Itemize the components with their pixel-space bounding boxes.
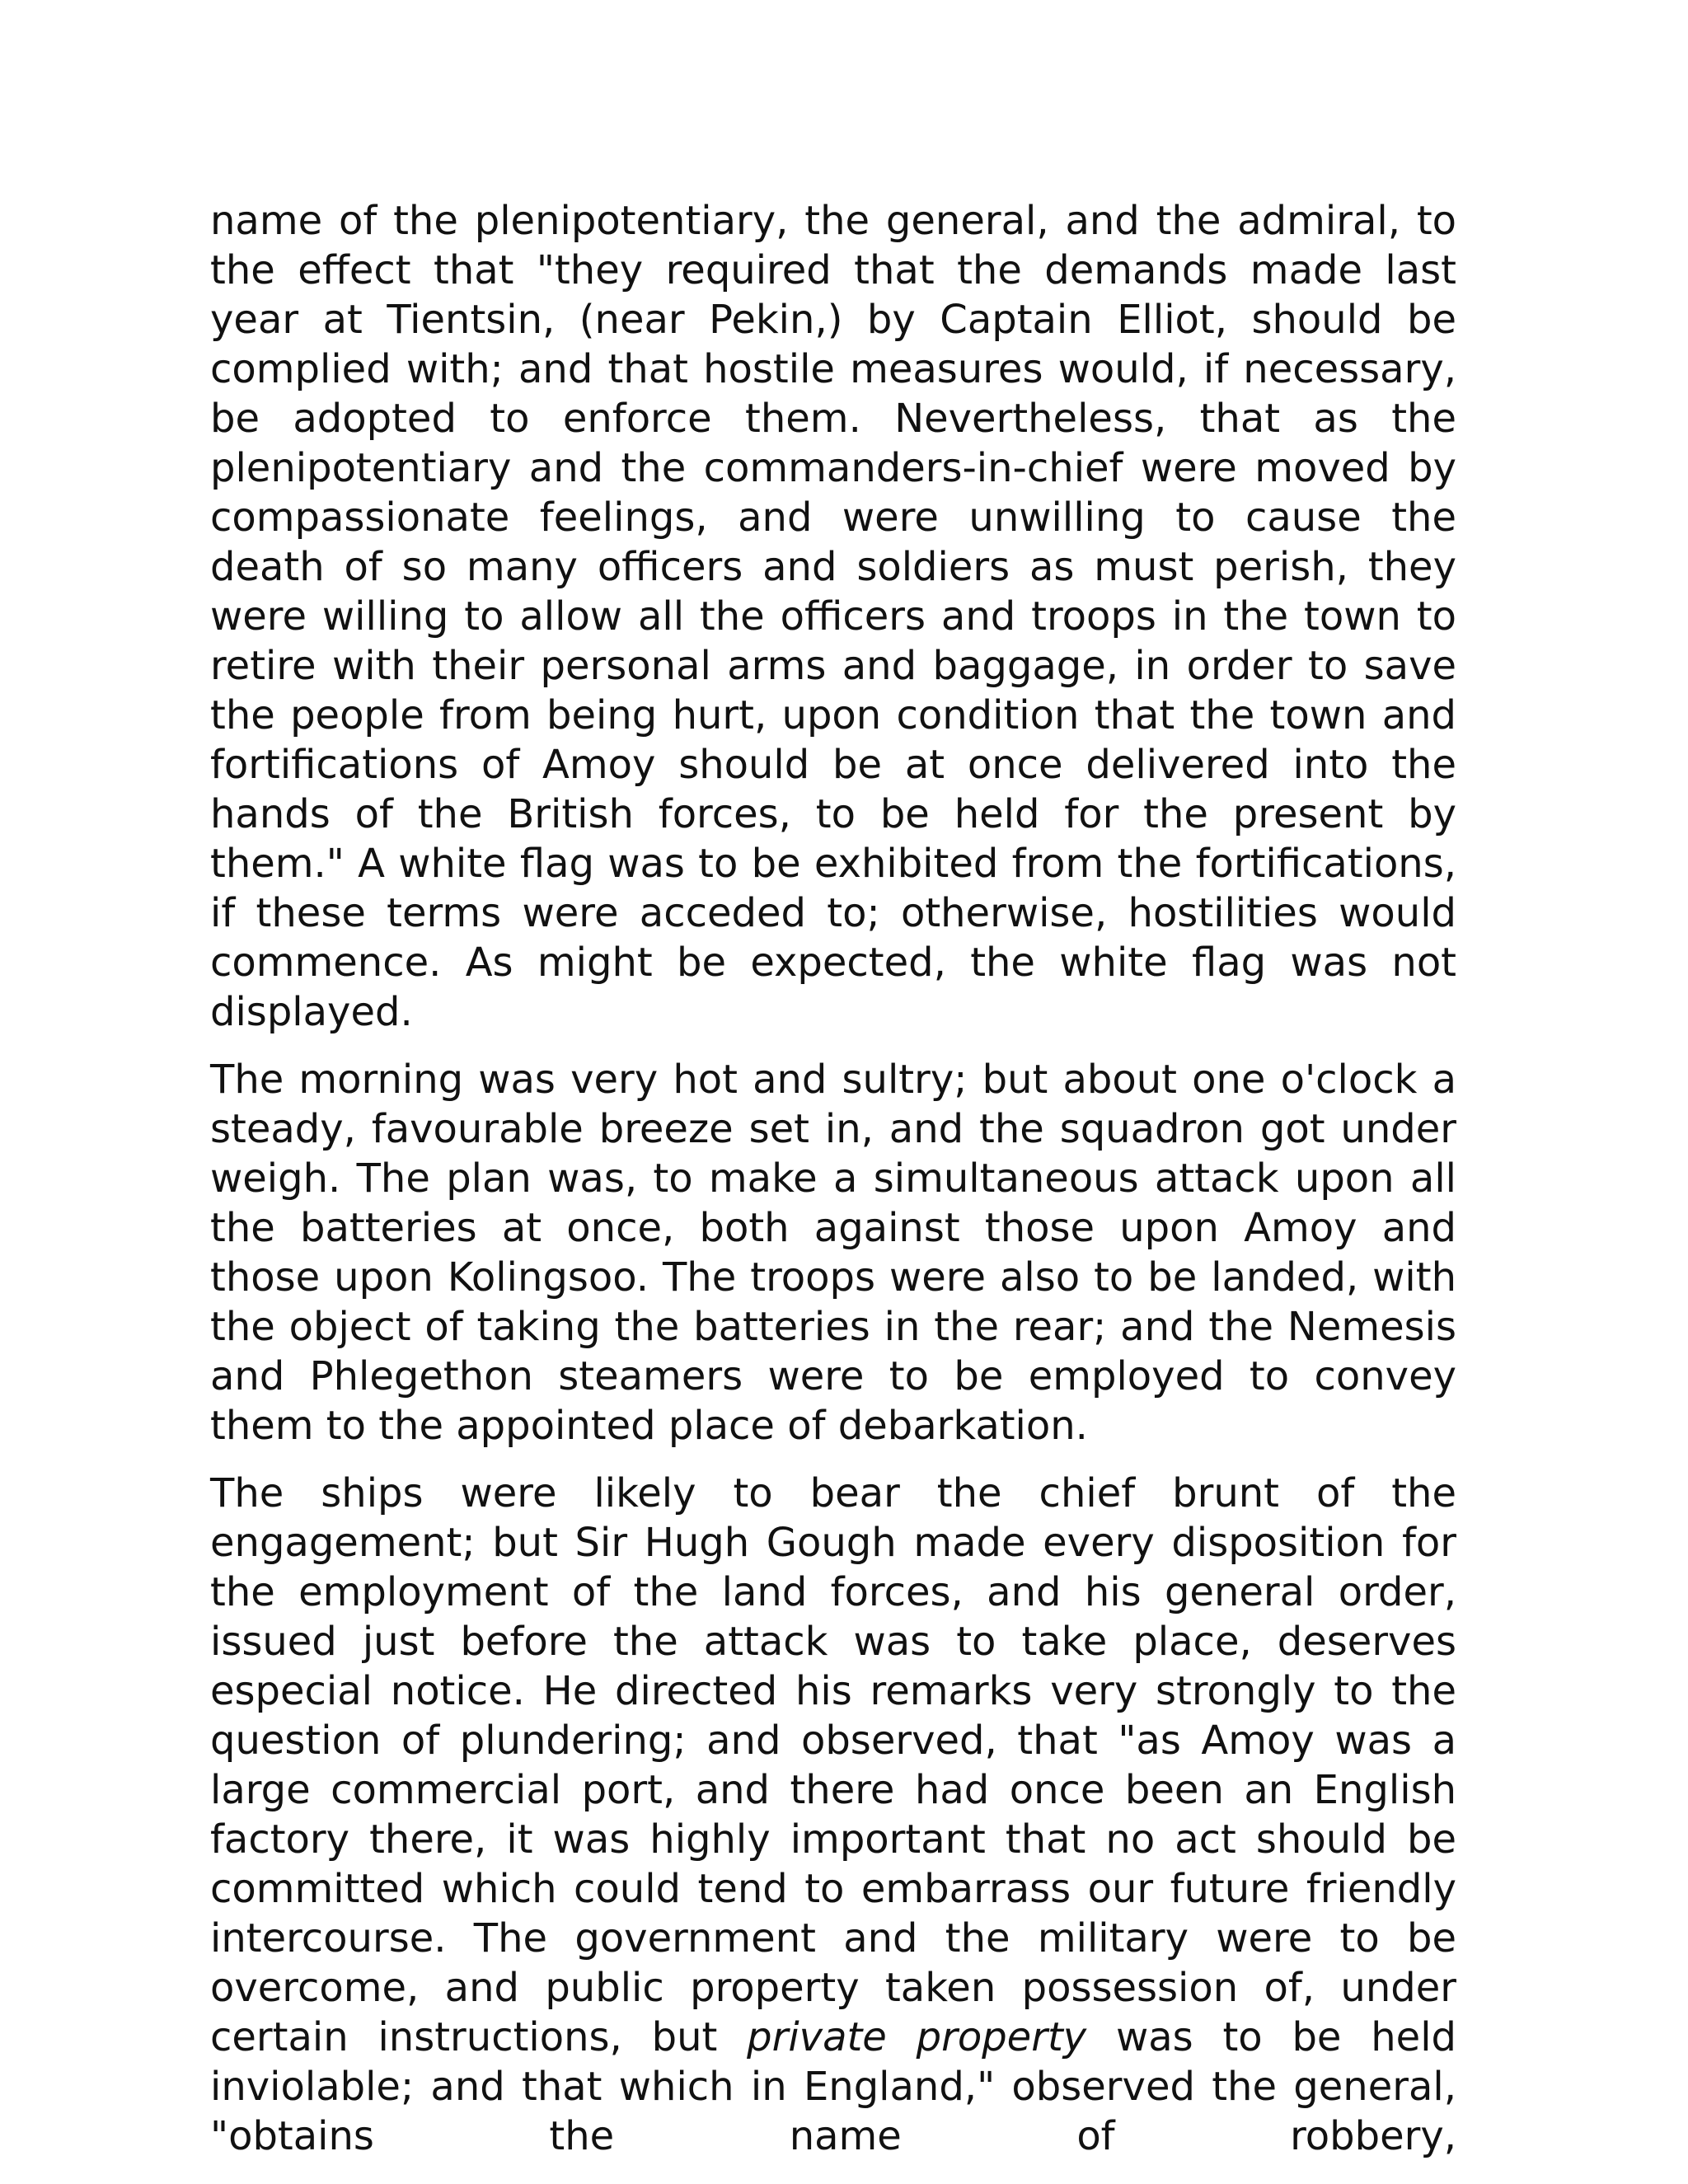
paragraph-3-part-1: The ships were likely to bear the chief brunt of the engagement; but Sir Hugh Gough made every disposition for the employment of the land forces, and his general order, issued just before the attack was to take place, deserves especial notice. He directed his remarks very strongly to the question of plundering; and observed, that "as Amoy was a large commercial port, and there had once been an English factory there, it was highly important that no act should be committed which could tend to embarrass our future friendly intercourse. The government and the military were to be overcome, and public property taken possession of, under certain instructions, but [210, 1470, 1456, 2060]
page-body [210, 196, 1456, 2179]
paragraph-2: The morning was very hot and sultry; but about one o'clock a steady, favourable breeze set in, and the squadron got under weigh. The plan was, to make a simultaneous attack upon all the batteries at once, both against those upon Amoy and those upon Kolingsoo. The troops were also to be landed, with the object of taking the batteries in the rear; and the Nemesis and Phlegethon steamers were to be employed to convey them to the appointed place of debarkation. [210, 1057, 1456, 1449]
paragraph-3 [210, 1469, 1456, 2161]
emphasis-private-property: private property [747, 2014, 1087, 2060]
paragraph-1: name of the plenipotentiary, the general, and the admiral, to the effect that "they required that the demands made last year at Tientsin, (near Pekin,) by Captain Elliot, should be complied with; and that hostile measures would, if necessary, be adopted to enforce them. Nevertheless, that as the plenipotentiary and the commanders-in-chief were moved by compassionate feelings, and were unwilling to cause the death of so many officers and soldiers as must perish, they were willing to allow all the officers and troops in the town to retire with their personal arms and baggage, in order to save the people from being hurt, upon condition that the town and fortifications of Amoy should be at once delivered into the hands of the British forces, to be held for the present by them." A white flag was to be exhibited from the fortifications, if these terms were acceded to; otherwise, hostilities would commence. As might be expected, the white flag was not displayed. [210, 198, 1456, 1035]
paragraph-3-part-2: was to be held inviolable; and that which in England," observed the general, "obtains the name of robbery, [210, 2014, 1457, 2159]
